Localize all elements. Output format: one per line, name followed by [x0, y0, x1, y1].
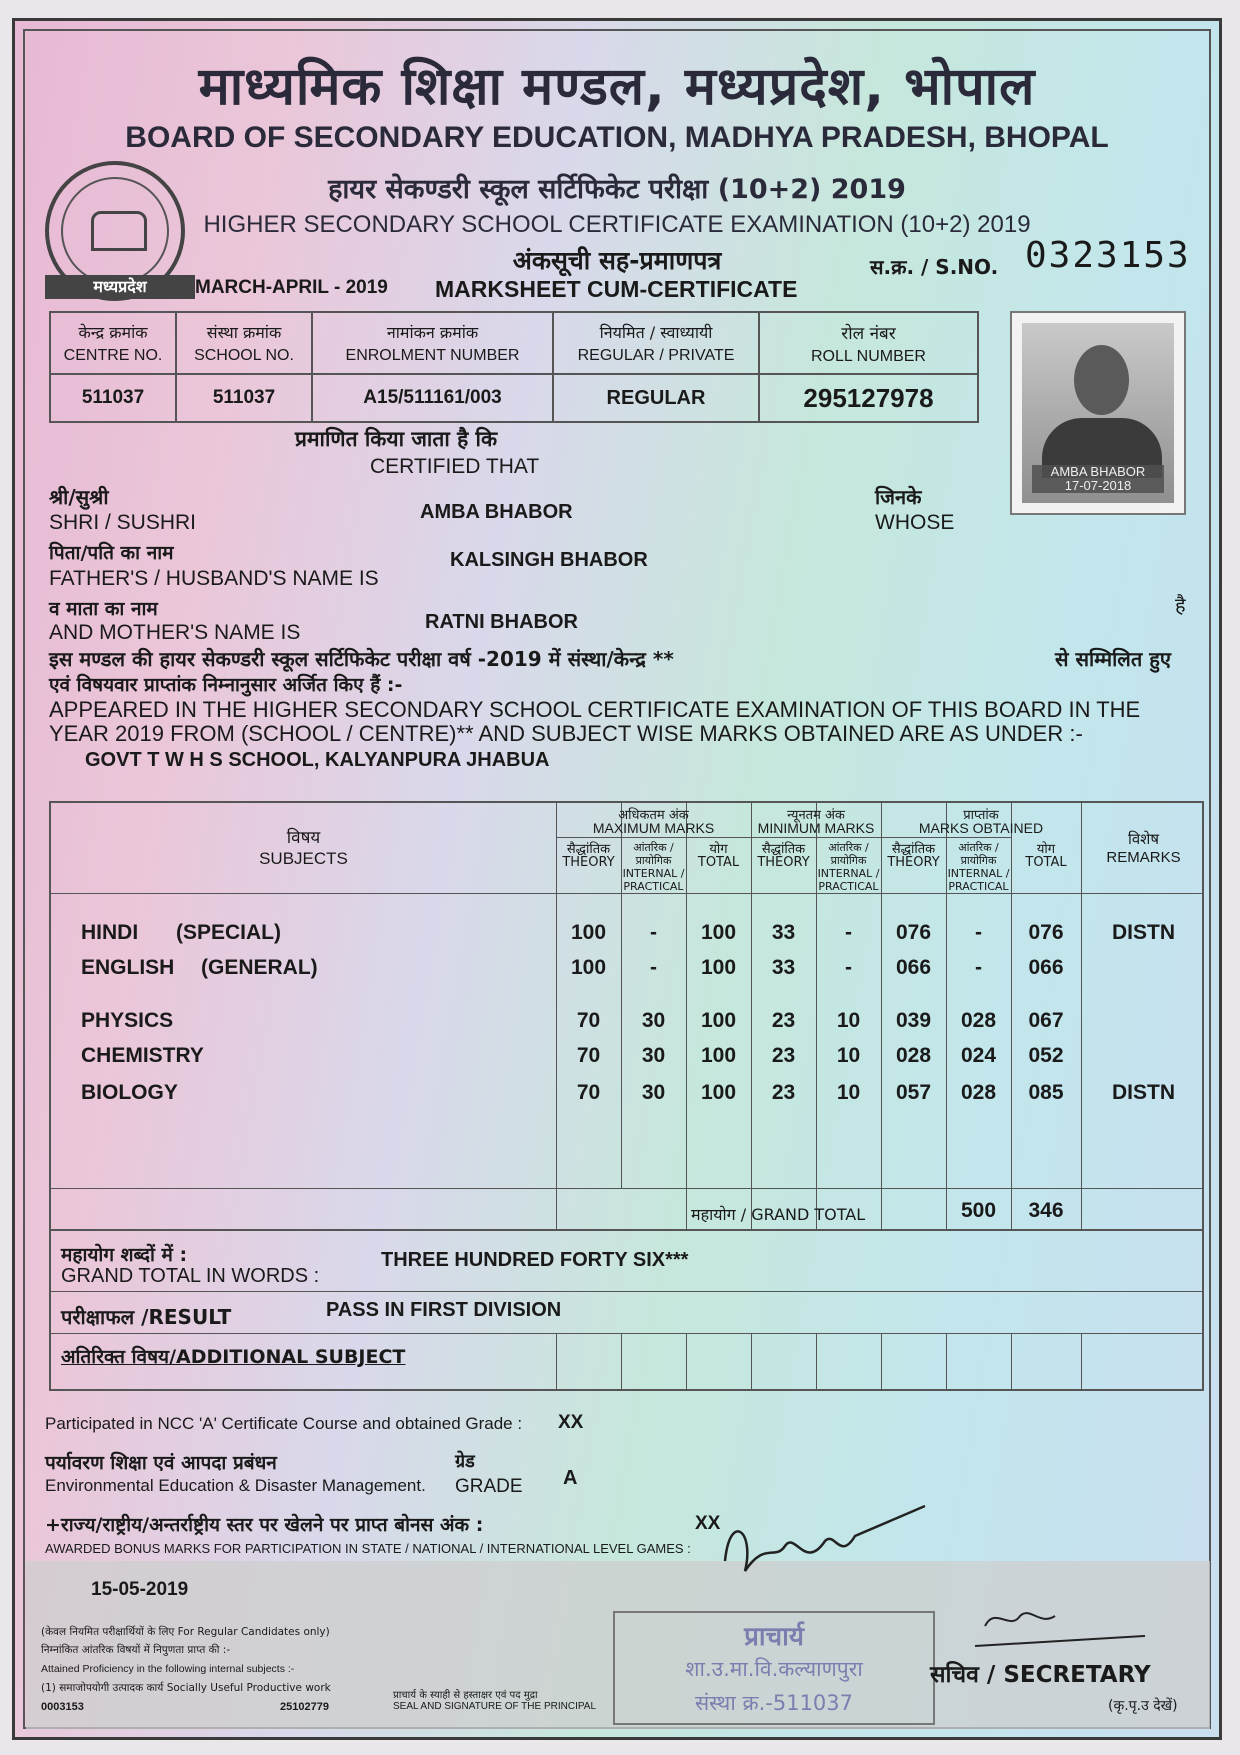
centre-no-header: केन्द्र क्रमांक CENTRE NO. — [50, 312, 176, 374]
grand-total-words-english: GRAND TOTAL IN WORDS : — [61, 1265, 320, 1287]
env-edu-english: Environmental Education & Disaster Management. — [45, 1476, 426, 1495]
photo-caption-name: AMBA BHABOR — [1050, 464, 1146, 479]
result-label: परीक्षाफल /RESULT — [61, 1305, 232, 1329]
secretary-signature-icon — [965, 1596, 1155, 1666]
principal-stamp — [613, 1611, 935, 1725]
bonus-english: AWARDED BONUS MARKS FOR PARTICIPATION IN STATE / NATIONAL / INTERNATIONAL LEVEL GAMES : — [45, 1541, 691, 1556]
marks-table: विषय SUBJECTS अधिकतम अंक MAXIMUM MARKS न्यूनतम अंक MINIMUM MARKS प्राप्तांक MARKS OBTAINED विशेष REMARKS सैद्धांतिक THEORY आंतरिक / प्रायोगिक INTERNAL / PRACTICAL योग TOTAL सैद्धांतिक THEORY आंतरिक / प्रायोगिक INTERNAL / PRACTICAL सैद्धांतिक THEORY आंतरिक / प्रायोगिक INTERNAL / PRACTICAL योग TOTAL HINDI (SPECIAL) 100 - 100 33 - 076 - 076 DISTN ENGLISH (GENERAL) 100 - 100 33 - 066 - 066 PHYSICS 70 30 100 23 10 039 028 067 CHEMISTRY 70 30 100 23 10 028 024 052 BIOLOGY 70 30 100 23 10 057 028 085 DISTN महायोग / GRAND TOTAL 500 346 — [49, 801, 1204, 1231]
obt-total-sub: योग TOTAL — [1025, 842, 1067, 870]
min-internal-sub: आंतरिक / प्रायोगिक INTERNAL / PRACTICAL — [817, 841, 880, 893]
principal-sign-hindi: प्राचार्य के स्याही से हस्ताक्षर एवं पद मुद्रा — [393, 1690, 538, 1701]
remarks-header-hindi: विशेष — [1127, 830, 1160, 848]
principal-sign-english: SEAL AND SIGNATURE OF THE PRINCIPAL — [393, 1701, 597, 1712]
para-hindi-line1: इस मण्डल की हायर सेकण्डरी स्कूल सर्टिफिकेट परीक्षा वर्ष -2019 में संस्था/केन्द्र ** — [49, 647, 674, 671]
code-right: 25102779 — [280, 1701, 329, 1713]
photo-caption-date: 17-07-2018 — [1064, 478, 1132, 493]
enrolment-value: A15/511161/003 — [312, 374, 553, 422]
exam-title-hindi: हायर सेकण्डरी स्कूल सर्टिफिकेट परीक्षा (10+2) 2019 — [328, 174, 906, 205]
min-header-hindi: न्यूनतम अंक — [787, 808, 845, 823]
grand-total-obtained: 346 — [1028, 1199, 1064, 1222]
father-english: FATHER'S / HUSBAND'S NAME IS — [49, 567, 379, 590]
subjects-header-english: SUBJECTS — [259, 849, 348, 868]
code-left: 0003153 — [41, 1701, 84, 1713]
grand-total-words-hindi: महायोग शब्दों में : — [61, 1244, 188, 1266]
board-title-english: BOARD OF SECONDARY EDUCATION, MADHYA PRADESH, BHOPAL — [125, 121, 1109, 154]
stamp-title: प्राचार्य — [744, 1622, 804, 1652]
additional-subject-label: अतिरिक्त विषय/ADDITIONAL SUBJECT — [61, 1346, 406, 1368]
candidate-name: AMBA BHABOR — [420, 501, 573, 523]
principal-signature-icon — [715, 1501, 935, 1611]
school-name: GOVT T W H S SCHOOL, KALYANPURA JHABUA — [85, 749, 550, 771]
grand-total-words-value: THREE HUNDRED FORTY SIX*** — [381, 1249, 689, 1271]
doc-title-english: MARKSHEET CUM-CERTIFICATE — [435, 276, 798, 302]
exam-title-english: HIGHER SECONDARY SCHOOL CERTIFICATE EXAMINATION (10+2) 2019 — [203, 211, 1031, 238]
max-total-sub: योग TOTAL — [697, 842, 740, 870]
serial-number: 0323153 — [1025, 235, 1191, 276]
result-value: PASS IN FIRST DIVISION — [326, 1299, 562, 1321]
grade-hindi: ग्रेड — [455, 1451, 475, 1472]
candidate-photo — [1010, 311, 1186, 515]
issue-date: 15-05-2019 — [91, 1579, 189, 1600]
min-header-english: MINIMUM MARKS — [757, 820, 875, 836]
school-no-value: 511037 — [176, 374, 312, 422]
marksheet-page — [12, 18, 1222, 1740]
proficiency-note-hindi: निम्नांकित आंतरिक विषयों में निपुणता प्राप्त की :- — [41, 1644, 231, 1656]
sno-label: स.क्र. / S.NO. — [870, 255, 999, 279]
stamp-school: शा.उ.मा.वि.कल्याणपुरा — [685, 1657, 863, 1681]
whose-english: WHOSE — [875, 511, 955, 534]
centre-no-value: 511037 — [50, 374, 176, 422]
mother-hindi: व माता का नाम — [49, 598, 158, 620]
candidate-info-table — [49, 311, 979, 423]
regular-private-value: REGULAR — [553, 374, 759, 422]
obtained-header-english: MARKS OBTAINED — [918, 820, 1044, 836]
max-header-english: MAXIMUM MARKS — [592, 820, 715, 836]
subjects-header-hindi: विषय — [286, 828, 321, 848]
max-header-hindi: अधिकतम अंक — [618, 808, 689, 823]
secretary-label: सचिव / SECRETARY — [930, 1662, 1151, 1688]
shri-hindi: श्री/सुश्री — [49, 485, 109, 509]
hai-text: है — [1175, 593, 1186, 617]
grade-english: GRADE — [455, 1476, 523, 1497]
min-theory-sub: सैद्धांतिक THEORY — [757, 842, 810, 870]
certified-hindi: प्रमाणित किया जाता है कि — [295, 427, 498, 451]
para-english-line1: APPEARED IN THE HIGHER SECONDARY SCHOOL CERTIFICATE EXAMINATION OF THIS BOARD IN THE — [49, 697, 1141, 722]
regular-note: (केवल नियमित परीक्षार्थियों के लिए For Regular Candidates only) — [41, 1626, 330, 1638]
seal-band: मध्यप्रदेश — [45, 275, 195, 299]
para-hindi-line2: एवं विषयवार प्राप्तांक निम्नानुसार अर्जित किए हैं :- — [49, 674, 403, 696]
grand-total-max: 500 — [960, 1199, 997, 1222]
shri-english: SHRI / SUSHRI — [49, 511, 197, 534]
regular-private-header: नियमित / स्वाध्यायी REGULAR / PRIVATE — [553, 312, 759, 374]
max-theory-sub: सैद्धांतिक THEORY — [562, 842, 615, 870]
roll-number-header: रोल नंबर ROLL NUMBER — [759, 312, 978, 374]
grade-value: A — [563, 1467, 578, 1489]
father-name: KALSINGH BHABOR — [450, 549, 648, 571]
max-internal-sub: आंतरिक / प्रायोगिक INTERNAL / PRACTICAL — [622, 841, 685, 893]
whose-hindi: जिनके — [875, 485, 922, 509]
bonus-hindi: +राज्य/राष्ट्रीय/अन्तर्राष्ट्रीय स्तर पर खेलने पर प्राप्त बोनस अंक : — [45, 1514, 484, 1536]
grand-total-label: महायोग / GRAND TOTAL — [691, 1205, 866, 1224]
ncc-value: XX — [558, 1412, 584, 1433]
mother-name: RATNI BHABOR — [425, 611, 578, 633]
obt-theory-sub: सैद्धांतिक THEORY — [887, 842, 940, 870]
pto-note: (कृ.पृ.उ देखें) — [1108, 1698, 1178, 1714]
proficiency-note-english: Attained Proficiency in the following internal subjects :- — [41, 1663, 295, 1675]
ncc-label: Participated in NCC 'A' Certificate Course and obtained Grade : — [45, 1414, 523, 1433]
school-no-header: संस्था क्रमांक SCHOOL NO. — [176, 312, 312, 374]
env-edu-hindi: पर्यावरण शिक्षा एवं आपदा प्रबंधन — [45, 1452, 277, 1474]
doc-title-hindi: अंकसूची सह-प्रमाणपत्र — [512, 246, 722, 275]
session: MARCH-APRIL - 2019 — [195, 277, 388, 298]
stamp-number: संस्था क्र.-511037 — [694, 1691, 854, 1715]
roll-number-value: 295127978 — [759, 374, 978, 422]
father-hindi: पिता/पति का नाम — [49, 542, 174, 564]
supw-note: (1) समाजोपयोगी उत्पादक कार्य Socially Useful Productive work — [41, 1682, 331, 1694]
obtained-header-hindi: प्राप्तांक — [963, 808, 999, 823]
certified-english: CERTIFIED THAT — [370, 455, 540, 478]
board-title-hindi: माध्यमिक शिक्षा मण्डल, मध्यप्रदेश, भोपाल — [198, 57, 1036, 117]
para-hindi-right: से सम्मिलित हुए — [1055, 647, 1171, 671]
summary-box — [49, 1231, 1204, 1391]
remarks-header-english: REMARKS — [1106, 849, 1181, 866]
mother-english: AND MOTHER'S NAME IS — [49, 621, 301, 644]
obt-internal-sub: आंतरिक / प्रायोगिक INTERNAL / PRACTICAL — [947, 841, 1010, 893]
enrolment-header: नामांकन क्रमांक ENROLMENT NUMBER — [312, 312, 553, 374]
bonus-value: XX — [695, 1513, 721, 1534]
para-english-line2: YEAR 2019 FROM (SCHOOL / CENTRE)** AND SUBJECT WISE MARKS OBTAINED ARE AS UNDER :- — [49, 721, 1083, 746]
